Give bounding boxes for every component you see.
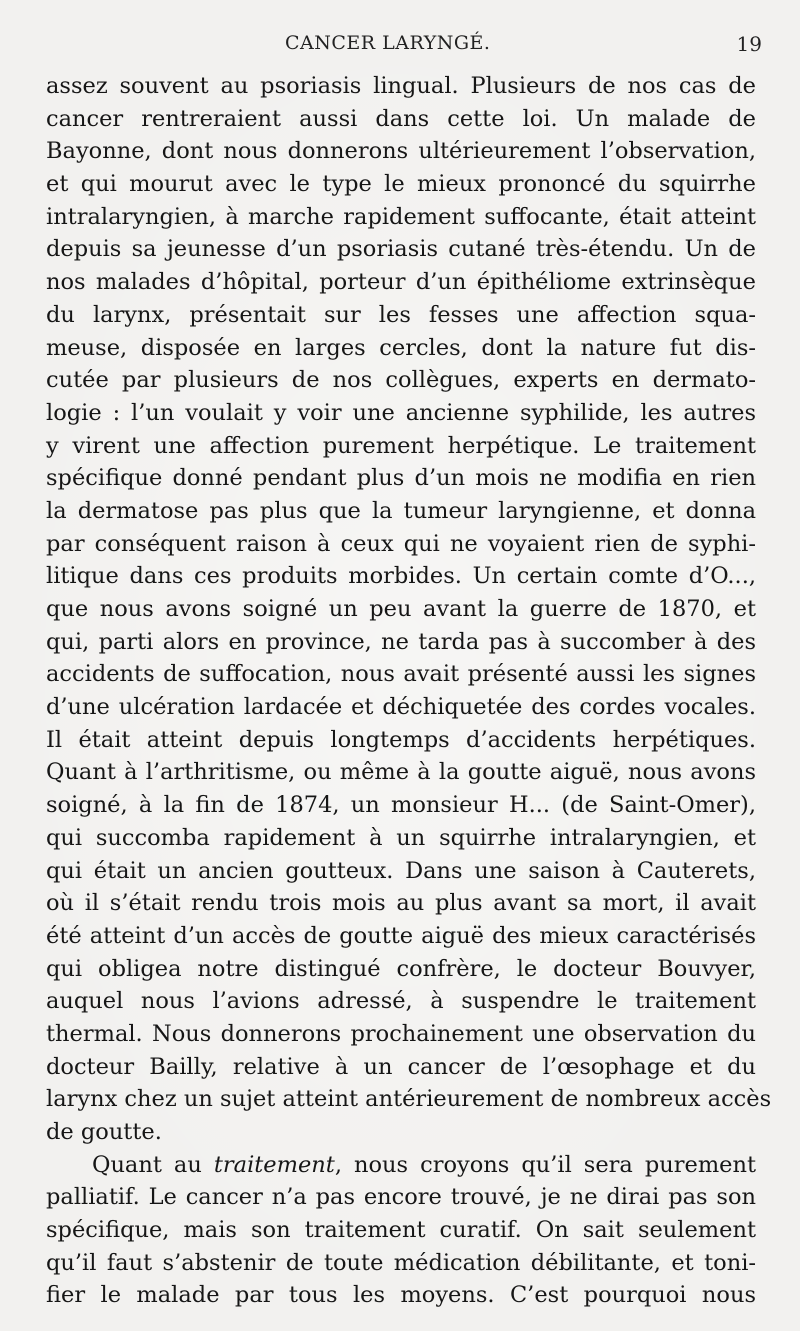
body-text [46,70,772,1312]
text-line: du larynx, présentait sur les fesses une affection squa- [46,301,756,328]
text-line: palliatif. Le cancer n’a pas encore trouvé, je ne dirai pas son [46,1184,756,1211]
text-line: spécifique donné pendant plus d’un mois ne modifia en rien [46,465,756,492]
text-line: soigné, à la fin de 1874, un monsieur H... (de Saint-Omer), [46,792,756,819]
text-line: spécifique, mais son traitement curatif. On sait seulement [46,1217,756,1244]
text-line: d’une ulcération lardacée et déchiquetée des cordes vocales. [46,694,756,721]
text-line: par conséquent raison à ceux qui ne voyaient rien de syphi- [46,530,756,557]
text-line: qui était un ancien goutteux. Dans une saison à Cauterets, [46,857,756,884]
text-line: Bayonne, dont nous donnerons ultérieurement l’observation, [46,138,756,165]
paragraph-2 [46,1149,756,1312]
text-fragment: , nous croyons qu’il sera purement [334,1151,757,1178]
text-line: intralaryngien, à marche rapidement suffocante, était atteint [46,203,756,230]
text-line: qui, parti alors en province, ne tarda pas à succomber à des [46,628,756,655]
text-line: litique dans ces produits morbides. Un certain comte d’O..., [46,563,756,590]
text-line: où il s’était rendu trois mois au plus avant sa mort, il avait [46,890,756,917]
text-line: que nous avons soigné un peu avant la guerre de 1870, et [46,596,756,622]
text-line: nos malades d’hôpital, porteur d’un épithéliome extrinsèque [46,269,756,296]
text-line: cancer rentreraient aussi dans cette loi. Un malade de [46,105,756,132]
text-line: cutée par plusieurs de nos collègues, experts en dermato- [46,367,756,394]
text-line: depuis sa jeunesse d’un psoriasis cutané très-étendu. Un de [46,236,756,263]
text-line: accidents de suffocation, nous avait présenté aussi les signes [46,661,756,688]
text-line: et qui mourut avec le type le mieux prononcé du squirrhe [46,171,756,198]
text-line: qu’il faut s’abstenir de toute médication débilitante, et toni- [46,1249,756,1276]
text-line: été atteint d’un accès de goutte aiguë des mieux caractérisés [46,922,756,949]
text-line: larynx chez un sujet atteint antérieurement de nombreux accès [46,1086,772,1113]
text-line: auquel nous l’avions adressé, à suspendre le traitement [46,988,756,1015]
text-line: fier le malade par tous les moyens. C’est pourquoi nous [46,1282,756,1309]
text-line: y virent une affection purement herpétique. Le traitement [46,432,756,459]
running-title: CANCER LARYNGÉ. [285,32,491,54]
text-line: thermal. Nous donnerons prochainement une observation du [46,1020,756,1047]
text-line: logie : l’un voulait y voir une ancienne syphilide, les autres [46,399,756,426]
text-line: la dermatose pas plus que la tumeur laryngienne, et donna [46,497,756,524]
text-line: docteur Bailly, relative à un cancer de l’œsophage et du [46,1053,756,1080]
text-line: Il était atteint depuis longtemps d’accidents herpétiques. [46,726,756,753]
text-line: assez souvent au psoriasis lingual. Plusieurs de nos cas de [46,73,756,99]
text-line: de goutte. [46,1119,162,1145]
paragraph-1 [46,70,772,1149]
text-line: meuse, disposée en larges cercles, dont la nature fut dis- [46,334,756,361]
text-line-first [46,1149,756,1182]
text-fragment: Quant au [92,1151,214,1178]
text-line: Quant à l’arthritisme, ou même à la goutte aiguë, nous avons [46,759,756,786]
text-line: qui obligea notre distingué confrère, le docteur Bouvyer, [46,955,756,982]
text-line: qui succomba rapidement à un squirrhe intralaryngien, et [46,824,756,851]
page-number: 19 [736,32,762,56]
italic-term: traitement [213,1151,335,1178]
